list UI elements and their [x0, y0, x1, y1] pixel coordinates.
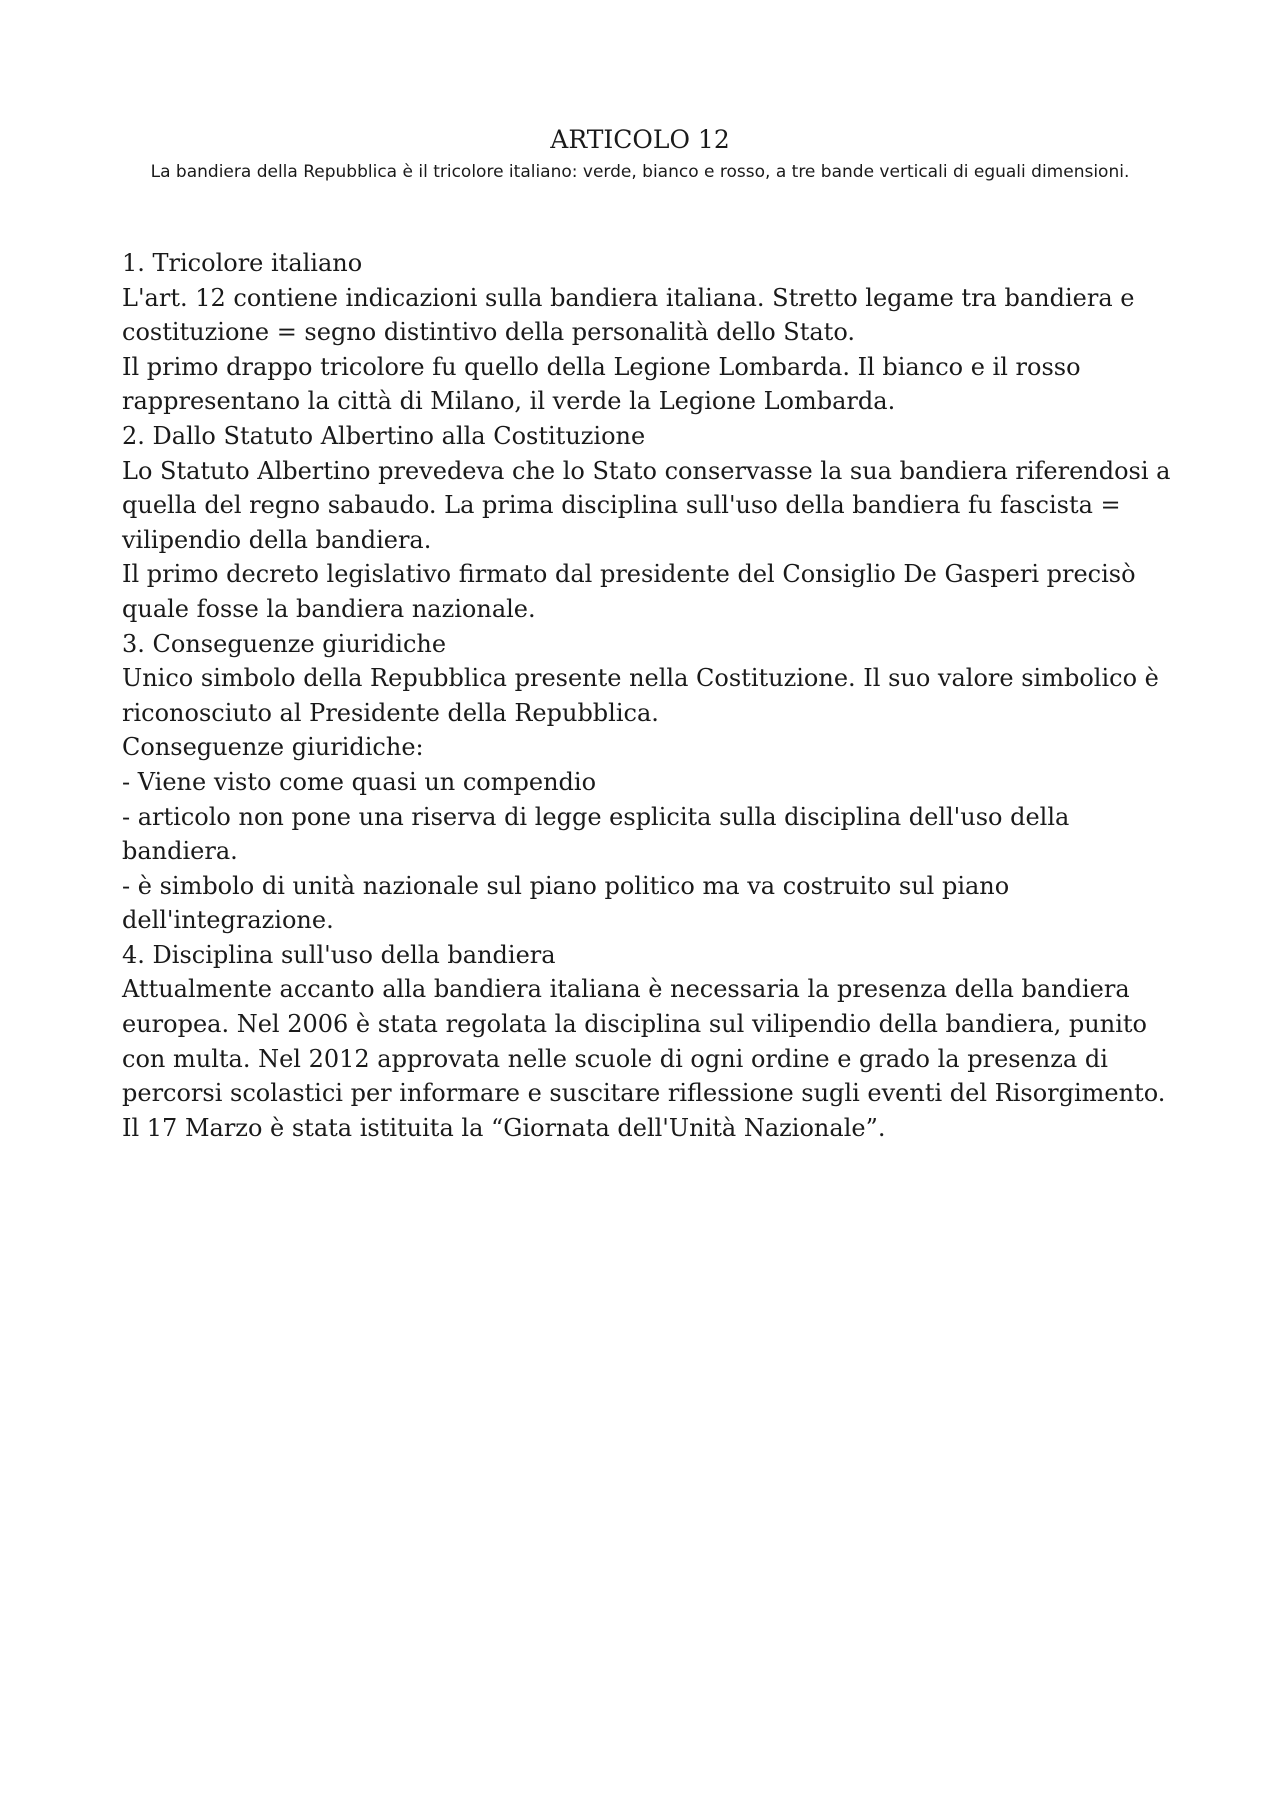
- section-heading: 3. Conseguenze giuridiche: [122, 629, 447, 658]
- paragraph: Attualmente accanto alla bandiera italiana è necessaria la presenza della bandiera europea. Nel 2006 è stata regolata la disciplina sul vilipendio della bandiera, punito con multa. Nel 2012 approvata nelle scuole di ogni ordine e grado la presenza di percorsi scolastici per informare e suscitare riflessione sugli eventi del Risorgimento.: [122, 975, 1166, 1108]
- document-body: [122, 246, 1172, 1145]
- page-title: ARTICOLO 12: [550, 125, 730, 154]
- paragraph: Unico simbolo della Repubblica presente nella Costituzione. Il suo valore simbolico è riconosciuto al Presidente della Repubblica.: [122, 664, 1159, 727]
- section-heading: 1. Tricolore italiano: [122, 249, 363, 277]
- paragraph: Il 17 Marzo è stata istituita la “Giornata dell'Unità Nazionale”.: [122, 1113, 886, 1142]
- paragraph: Lo Statuto Albertino prevedeva che lo Stato conservasse la sua bandiera riferendosi a quella del regno sabaudo. La prima disciplina sull'uso della bandiera fu fascista = vilipendio della bandiera.: [122, 456, 1171, 554]
- list-item: - è simbolo di unità nazionale sul piano politico ma va costruito sul piano dell'integrazione.: [122, 871, 1010, 935]
- article-text: La bandiera della Repubblica è il tricolore italiano: verde, bianco e rosso, a tre bande verticali di eguali dimensioni.: [150, 162, 1130, 182]
- paragraph: Conseguenze giuridiche:: [122, 733, 424, 762]
- list-item: - articolo non pone una riserva di legge esplicita sulla disciplina dell'uso della bandiera.: [122, 802, 1070, 866]
- paragraph: Il primo drappo tricolore fu quello della Legione Lombarda. Il bianco e il rosso rappresentano la città di Milano, il verde la Legione Lombarda.: [122, 352, 1081, 416]
- section-heading: 2. Dallo Statuto Albertino alla Costituzione: [122, 421, 646, 450]
- section-heading: 4. Disciplina sull'uso della bandiera: [122, 940, 556, 969]
- list-item: - Viene visto come quasi un compendio: [122, 767, 597, 796]
- document-header: [122, 124, 1158, 186]
- paragraph: Il primo decreto legislativo firmato dal presidente del Consiglio De Gasperi precisò quale fosse la bandiera nazionale.: [122, 560, 1136, 623]
- paragraph: L'art. 12 contiene indicazioni sulla bandiera italiana. Stretto legame tra bandiera e costituzione = segno distintivo della personalità dello Stato.: [122, 283, 1135, 347]
